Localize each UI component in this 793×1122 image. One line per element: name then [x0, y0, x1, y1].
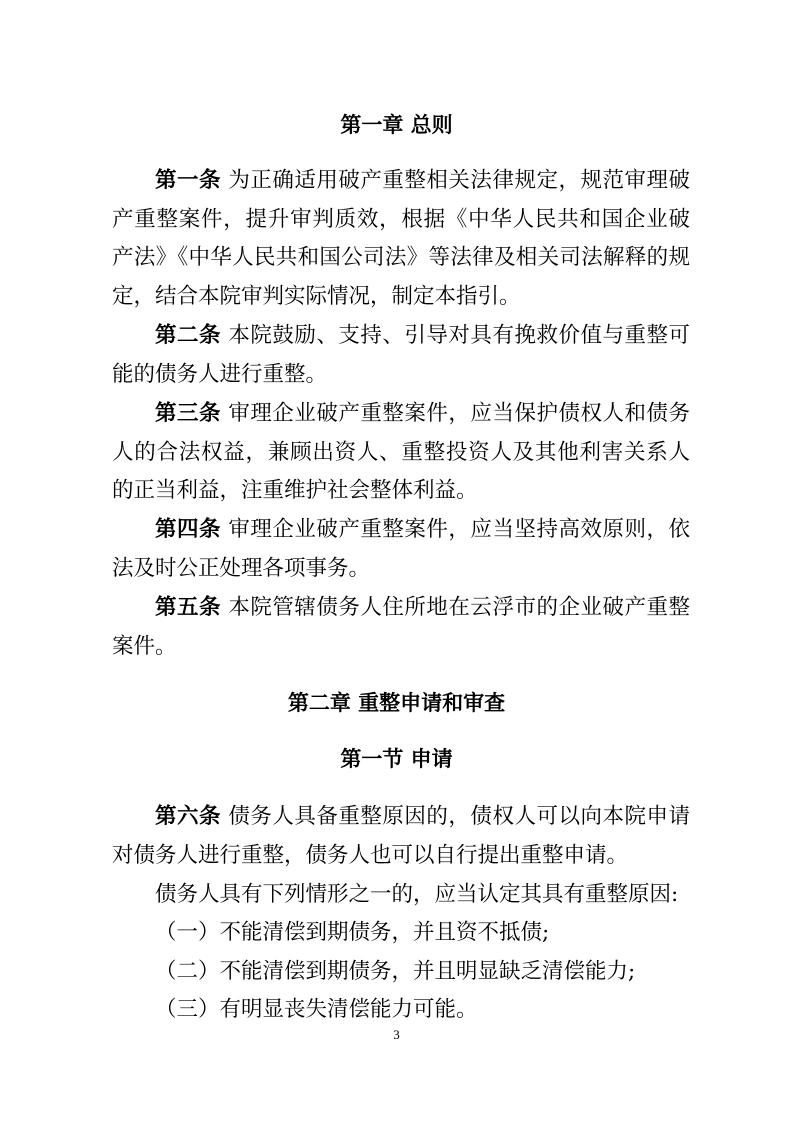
article-5	[112, 589, 690, 666]
article-label: 第二条	[155, 323, 222, 348]
article-label: 第三条	[155, 401, 222, 426]
conditions-paragraph: 债务人具有下列情形之一的，应当认定其具有重整原因:	[155, 882, 679, 907]
article-label: 第四条	[155, 517, 222, 542]
article-6	[112, 798, 690, 875]
section-1-title: 第一节 申请	[340, 747, 453, 771]
article-2	[112, 317, 690, 394]
article-4	[112, 511, 690, 588]
article-text: 本院管辖债务人住所地在云浮市的企业破产重整案件。	[112, 595, 690, 659]
page-number: 3	[393, 1027, 400, 1042]
article-label: 第五条	[155, 595, 222, 620]
article-text: 为正确适用破产重整相关法律规定，规范审理破产重整案件，提升审判质效，根据《中华人民共和国企业破产法》《中华人民共和国公司法》等法律及相关司法解释的规定，结合本院审判实际情况，制定本指引。	[112, 168, 690, 309]
article-label: 第一条	[155, 168, 222, 193]
condition-item-1: （一）不能清偿到期债务，并且资不抵债;	[155, 920, 550, 945]
article-text: 审理企业破产重整案件，应当坚持高效原则，依法及时公正处理各项事务。	[112, 517, 690, 581]
chapter-1-title: 第一章 总则	[340, 113, 453, 137]
chapter-2-title: 第二章 重整申请和审查	[287, 691, 506, 715]
condition-item-2: （二）不能清偿到期债务，并且明显缺乏清偿能力;	[155, 959, 636, 984]
article-text: 本院鼓励、支持、引导对具有挽救价值与重整可能的债务人进行重整。	[112, 323, 690, 387]
article-text: 债务人具备重整原因的，债权人可以向本院申请对债务人进行重整，债务人也可以自行提出重整申请。	[112, 804, 690, 868]
article-1	[112, 162, 690, 316]
condition-item-3: （三）有明显丧失清偿能力可能。	[155, 997, 478, 1022]
article-3	[112, 395, 690, 511]
article-label: 第六条	[155, 804, 222, 829]
article-text: 审理企业破产重整案件，应当保护债权人和债务人的合法权益，兼顾出资人、重整投资人及其他利害关系人的正当利益，注重维护社会整体利益。	[112, 401, 690, 504]
